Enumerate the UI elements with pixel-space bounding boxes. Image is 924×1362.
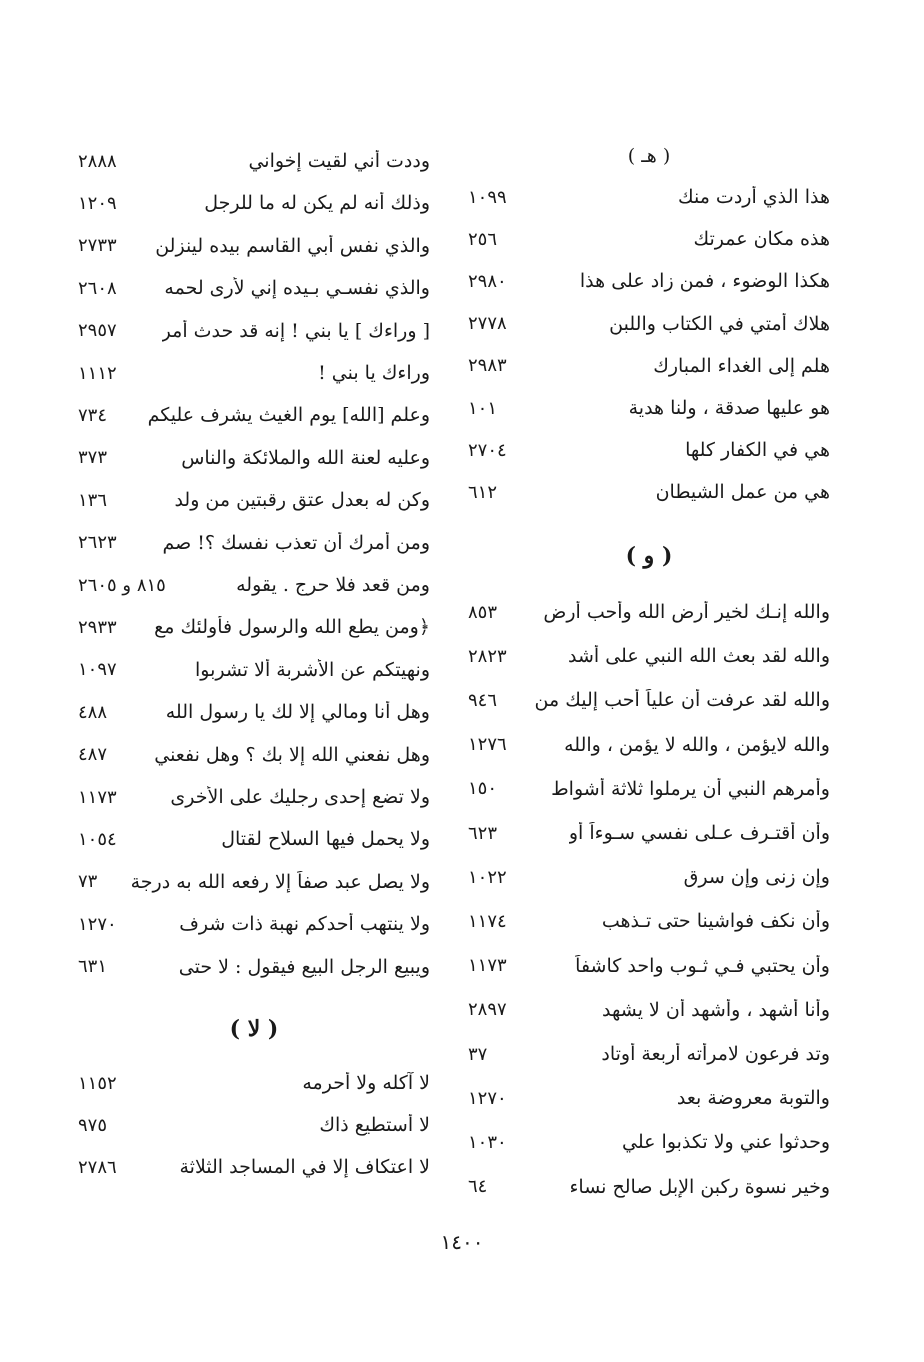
entry-text: ولا ينتهب أحدكم نهبة ذات شرف [179, 913, 430, 936]
entry-text: هي في الكفار كلها [685, 439, 830, 462]
index-entry [468, 769, 830, 809]
index-entry [468, 901, 830, 941]
entry-text: وحدثوا عني ولا تكذبوا علي [622, 1131, 830, 1154]
entry-hadith-number: ٧٣ [78, 871, 98, 893]
index-entry [468, 472, 830, 512]
entry-hadith-number: ٢٦٢٣ [78, 532, 117, 554]
entry-hadith-number: ١١٧٣ [78, 786, 117, 808]
entry-text: هذا الذي أردت منك [677, 186, 830, 208]
entry-hadith-number: ١٢٧٠ [468, 1087, 507, 1109]
index-entry [468, 219, 830, 259]
entry-hadith-number: ٢٥٦ [468, 228, 498, 250]
entry-hadith-number: ٢٨٨٨ [78, 150, 117, 172]
index-entry [78, 438, 430, 478]
entry-hadith-number: ٢٩٨٠ [468, 270, 507, 292]
index-entry [78, 523, 430, 563]
entry-hadith-number: ٢٧٣٣ [78, 235, 117, 257]
index-entry [468, 1034, 830, 1074]
index-entry [468, 592, 830, 632]
entry-text: ﴿ومن يطع الله والرسول فأولئك مع [154, 616, 430, 639]
index-entry [78, 480, 430, 520]
section-heading-waw: ( و ) [625, 543, 673, 569]
entry-text: ولا يصل عبد صفاً إلا رفعه الله به درجة [130, 870, 430, 893]
index-entry [78, 353, 430, 393]
index-entry [468, 813, 830, 853]
entry-text: وكن له بعدل عتق رقبتين من ولد [174, 489, 430, 512]
index-entry [468, 304, 830, 344]
entry-hadith-number: ١١١٢ [78, 362, 117, 384]
index-entry [468, 430, 830, 470]
entry-text: وهل نفعني الله إلا بك ؟ وهل نفعني [154, 743, 430, 766]
entry-hadith-number: ١٠١ [468, 397, 498, 419]
entry-text: والله لقد بعث الله النبي على أشد [568, 645, 830, 668]
index-entry [78, 141, 430, 181]
section-heading-ha: ( هـ ) [627, 145, 671, 167]
entry-text: وراءك يا بني ! [318, 362, 430, 384]
entry-text: والله لايؤمن ، والله لا يؤمن ، والله [564, 733, 830, 756]
entry-hadith-number: ٢٦٠٨ [78, 277, 117, 299]
entry-text: والذي نفس أبي القاسم بيده لينزلن [155, 234, 430, 257]
entry-hadith-number: ١١٥٢ [78, 1072, 117, 1094]
entry-hadith-number: ١٠٣٠ [468, 1131, 507, 1153]
entry-hadith-number: ٢٩٥٧ [78, 320, 117, 342]
index-entry [78, 183, 430, 223]
entry-text: والله إنـك لخير أرض الله وأحب أرض [543, 601, 830, 623]
entry-text: وددت أني لقيت إخواني [248, 150, 430, 172]
entry-text: ولا يحمل فيها السلاح لقتال [221, 828, 430, 851]
entry-text: هذه مكان عمرتك [693, 228, 830, 251]
entry-hadith-number: ١٥٠ [468, 778, 498, 800]
entry-text: ويبيع الرجل البيع فيقول : لا حتى [178, 955, 430, 978]
entry-text: وتد فرعون لامرأته أربعة أوتاد [601, 1043, 830, 1065]
page-number: ١٤٠٠ [440, 1230, 484, 1254]
entry-text: وأن أقتـرف عـلى نفسي سـوءاً أو [568, 822, 830, 844]
entry-text: ونهيتكم عن الأشربة ألا تشربوا [195, 658, 430, 681]
entry-text: هلاك أمتي في الكتاب واللبن [609, 312, 830, 335]
index-entry [78, 777, 430, 817]
entry-hadith-number: ٢٧٨٦ [78, 1156, 117, 1178]
index-entry [78, 1147, 430, 1187]
entry-text: وعلم [الله] يوم الغيث يشرف عليكم [147, 404, 430, 427]
entry-text: وإن زنى وإن سرق [683, 866, 830, 889]
entry-hadith-number: ٦٢٣ [468, 822, 498, 844]
entry-hadith-number: ٦٣١ [78, 956, 108, 978]
entry-text: وأن يحتبي فـي ثـوب واحد كاشفاً [575, 954, 830, 977]
index-entry [468, 725, 830, 765]
entry-hadith-number: ١١٧٤ [468, 910, 507, 932]
entry-hadith-number: ٤٨٧ [78, 744, 108, 766]
entry-hadith-number: ٢٨٩٧ [468, 999, 507, 1021]
index-entry [78, 1105, 430, 1145]
entry-text: هو عليها صدقة ، ولنا هدية [628, 397, 830, 419]
entry-text: والتوبة معروضة بعد [676, 1087, 830, 1110]
entry-hadith-number: ٩٤٦ [468, 689, 498, 711]
entry-hadith-number: ١٢٠٩ [78, 192, 117, 214]
entry-text: هكذا الوضوء ، فمن زاد على هذا [579, 270, 830, 293]
entry-hadith-number: ٨٥٣ [468, 601, 498, 623]
entry-text: ولا تضع إحدى رجليك على الأخرى [170, 786, 430, 808]
entry-hadith-number: ٣٧٣ [78, 447, 108, 469]
index-entry [78, 226, 430, 266]
index-entry [78, 692, 430, 732]
index-entry [468, 857, 830, 897]
entry-hadith-number: ٢٧٧٨ [468, 313, 507, 335]
entry-text: وهل أنا ومالي إلا لك يا رسول الله [165, 701, 430, 724]
index-entry [468, 946, 830, 986]
index-entry [468, 990, 830, 1030]
index-entry [468, 388, 830, 428]
index-entry [78, 819, 430, 859]
entry-text: والذي نفسـي بـيده إني لأرى لحمه [164, 277, 430, 300]
entry-hadith-number: ١١٧٣ [468, 955, 507, 977]
entry-text: وأمرهم النبي أن يرملوا ثلاثة أشواط [551, 777, 830, 800]
entry-hadith-number: ١٠٩٧ [78, 659, 117, 681]
entry-hadith-number: ١٠٥٤ [78, 828, 117, 850]
index-entry [78, 650, 430, 690]
section-heading-la: ( لا ) [229, 1016, 279, 1042]
entry-hadith-number: ٨١٥ و ٢٦٠٥ [78, 574, 166, 596]
index-entry [468, 177, 830, 217]
index-entry [468, 1122, 830, 1162]
entry-hadith-number: ١٠٩٩ [468, 186, 507, 208]
entry-text: هلم إلى الغداء المبارك [653, 354, 830, 377]
entry-hadith-number: ١٢٧٠ [78, 913, 117, 935]
index-entry [78, 862, 430, 902]
entry-hadith-number: ٢٩٣٣ [78, 616, 117, 638]
entry-text: ومن أمرك أن تعذب نفسك ؟! صم [162, 531, 430, 554]
index-entry [78, 395, 430, 435]
entry-hadith-number: ١٢٧٦ [468, 734, 507, 756]
entry-text: والله لقد عرفت أن علياً أحب إليك من [534, 689, 830, 712]
entry-text: وخير نسوة ركبن الإبل صالح نساء [569, 1175, 830, 1198]
entry-hadith-number: ٩٧٥ [78, 1114, 108, 1136]
index-entry [78, 1063, 430, 1103]
index-entry [78, 735, 430, 775]
entry-text: لا اعتكاف إلا في المساجد الثلاثة [179, 1156, 430, 1178]
entry-hadith-number: ١٣٦ [78, 489, 108, 511]
entry-hadith-number: ١٠٢٢ [468, 866, 507, 888]
entry-hadith-number: ٢٩٨٣ [468, 355, 507, 377]
entry-hadith-number: ٦٤ [468, 1176, 488, 1198]
index-entry [78, 311, 430, 351]
entry-hadith-number: ٤٨٨ [78, 701, 108, 723]
entry-hadith-number: ٧٣٤ [78, 404, 108, 426]
entry-text: هي من عمل الشيطان [655, 481, 830, 504]
entry-text: وذلك أنه لم يكن له ما للرجل [204, 192, 430, 215]
entry-text: ومن قعد فلا حرج . يقوله [236, 574, 430, 596]
index-entry [468, 1078, 830, 1118]
index-entry [468, 346, 830, 386]
index-entry [78, 268, 430, 308]
entry-text: وأن نكف فواشينا حتى تـذهب [601, 910, 830, 933]
index-entry [78, 607, 430, 647]
index-entry [78, 947, 430, 987]
entry-hadith-number: ٢٧٠٤ [468, 439, 507, 461]
entry-text: وعليه لعنة الله والملائكة والناس [181, 446, 430, 469]
entry-text: لا آكله ولا أحرمه [302, 1072, 430, 1094]
entry-text: وأنا أشهد ، وأشهد أن لا يشهد [602, 998, 830, 1021]
index-entry [468, 1167, 830, 1207]
index-entry [468, 680, 830, 720]
entry-hadith-number: ٣٧ [468, 1043, 488, 1065]
index-entry [78, 904, 430, 944]
entry-hadith-number: ٦١٢ [468, 481, 498, 503]
entry-text: [ وراءك ] يا بني ! إنه قد حدث أمر [161, 319, 430, 342]
entry-text: لا أستطيع ذاك [319, 1114, 430, 1136]
index-entry [468, 636, 830, 676]
index-entry [78, 565, 430, 605]
index-entry [468, 261, 830, 301]
entry-hadith-number: ٢٨٢٣ [468, 645, 507, 667]
